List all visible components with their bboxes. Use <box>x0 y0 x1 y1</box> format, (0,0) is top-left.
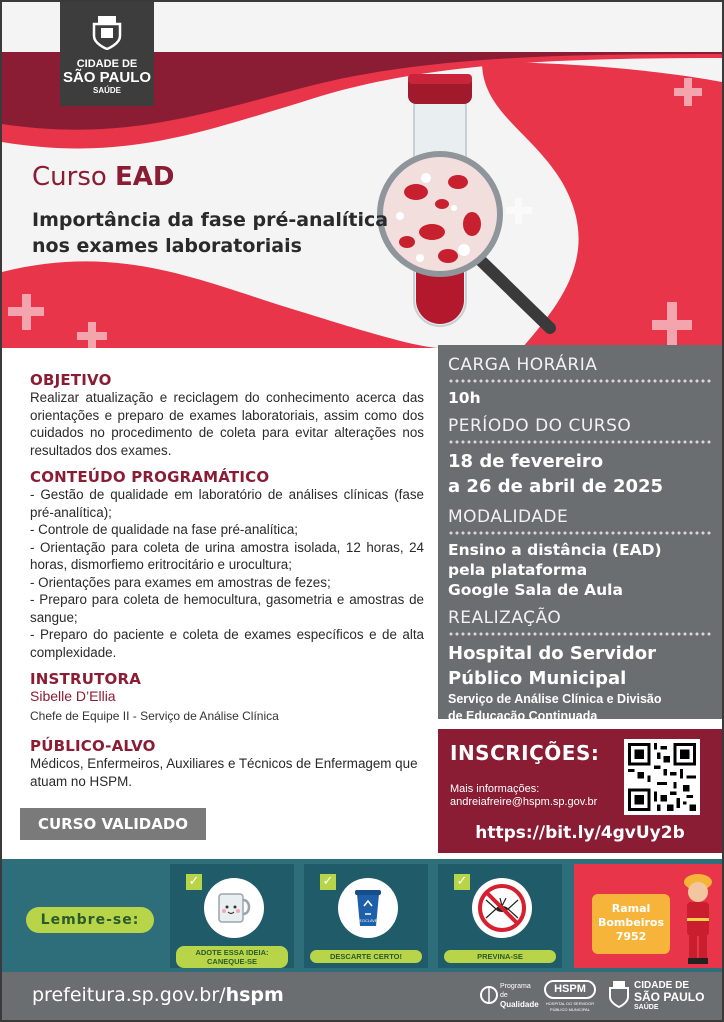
modalidade-value-3: Google Sala de Aula <box>448 581 623 599</box>
curso-validado-badge: CURSO VALIDADO <box>20 808 206 840</box>
firefighter-icon <box>678 870 718 966</box>
qr-code[interactable] <box>624 739 700 815</box>
course-title-line-1: Importância da fase pré-analítica <box>32 209 389 231</box>
mosquito-caption: PREVINA-SE <box>444 950 556 963</box>
list-item: - Preparo do paciente e coleta de exames específicos e de alta complexidade. <box>30 627 424 660</box>
lembre-badge: Lembre-se: <box>26 907 154 933</box>
realizacao-value-1: Hospital do Servidor <box>448 643 656 664</box>
publico-heading: PÚBLICO-ALVO <box>30 737 156 755</box>
instrutora-heading: INSTRUTORA <box>30 670 142 688</box>
hspm-subtitle: HOSPITAL DO SERVIDOR PÚBLICO MUNICIPAL <box>545 1001 595 1012</box>
list-item: - Gestão de qualidade em laboratório de análises clínicas (fase pré-analítica); <box>30 487 424 520</box>
crest-icon <box>90 14 124 50</box>
realizacao-value-3: Serviço de Análise Clínica e Divisão <box>448 692 662 706</box>
site-prefix: prefeitura.sp.gov.br/ <box>32 984 226 1006</box>
mug-caption <box>176 946 288 968</box>
conteudo-heading: CONTEÚDO PROGRAMÁTICO <box>30 468 270 486</box>
ramal-bombeiros <box>592 894 670 954</box>
inscricoes-heading: INSCRIÇÕES: <box>450 741 600 765</box>
footer-logo-1: CIDADE DE <box>634 980 690 991</box>
modalidade-value-2: pela plataforma <box>448 561 588 579</box>
registration-link[interactable]: https://bit.ly/4gvUy2b <box>475 823 685 843</box>
city-logo <box>60 2 154 106</box>
instrutora-role: Chefe de Equipe II - Serviço de Análise Clínica <box>30 709 279 723</box>
check-icon: ✓ <box>320 874 336 890</box>
list-item: - Preparo para coleta de hemocultura, gasometria e amostras de sangue; <box>30 592 424 625</box>
conteudo-list <box>30 486 424 661</box>
periodo-value-2: a 26 de abril de 2025 <box>448 476 664 497</box>
quality-program-logo <box>480 982 539 1010</box>
quality-line-1: Programa de <box>500 983 531 999</box>
info-panel <box>438 345 722 723</box>
periodo-value-1: 18 de fevereiro <box>448 451 604 472</box>
realizacao-value-4: de Educação Continuada <box>448 709 598 723</box>
mug-caption-1: ADOTE ESSA IDEIA: <box>195 948 269 957</box>
quality-line-2: Qualidade <box>500 1000 539 1009</box>
mug-tile <box>170 864 294 968</box>
ramal-line-1: Ramal <box>611 902 651 915</box>
objetivo-heading: OBJETIVO <box>30 371 112 389</box>
footer-logo-2: SÃO PAULO <box>634 990 705 1004</box>
modalidade-value-1: Ensino a distância (EAD) <box>448 541 662 559</box>
ramal-line-3: 7952 <box>615 930 647 943</box>
instrutora-name: Sibelle D’Ellia <box>30 688 116 704</box>
quality-icon <box>480 982 498 1008</box>
footer-crest-icon <box>608 980 630 1008</box>
qr-code-icon <box>628 743 696 811</box>
more-info-label: Mais informações: <box>450 783 540 795</box>
objetivo-text: Realizar atualização e reciclagem do conhecimento acerca das orientações e preparo de exames laboratoriais, assim como dos cuidados no procedimento de coleta para evitar alterações nos resultados dos exames. <box>30 390 424 458</box>
course-details <box>30 372 424 790</box>
dotted-divider <box>448 630 712 638</box>
mug-circle <box>204 878 264 938</box>
bin-circle <box>338 878 398 938</box>
dotted-divider <box>448 529 712 537</box>
course-title-line-2: nos exames laboratoriais <box>32 235 302 257</box>
hspm-text: HSPM <box>544 980 596 999</box>
course-bold: EAD <box>115 162 175 192</box>
footer-logo-3: SAÚDE <box>634 1004 659 1011</box>
logo-line-3: SAÚDE <box>92 86 121 95</box>
no-mosquito-icon <box>472 878 532 938</box>
periodo-heading: PERÍODO DO CURSO <box>448 416 632 436</box>
mug-icon <box>204 878 264 938</box>
course-prefix: Curso <box>32 162 107 192</box>
mosquito-tile <box>438 864 562 968</box>
course-title <box>32 207 388 259</box>
list-item: - Orientações para exames em amostras de fezes; <box>30 574 331 590</box>
hero-banner <box>2 2 722 348</box>
mosquito-circle <box>472 878 532 938</box>
logo-line-2: SÃO PAULO <box>62 69 152 86</box>
inscricoes-box <box>438 729 722 853</box>
fire-department-tile <box>574 864 722 968</box>
recycle-bin-icon <box>338 878 398 938</box>
list-item: - Orientação para coleta de urina amostra isolada, 12 horas, 24 horas, dismorfiemo eritrocitário e urocultura; <box>30 539 424 572</box>
realizacao-heading: REALIZAÇÃO <box>448 608 562 628</box>
hspm-logo <box>544 980 596 1013</box>
bin-label: RECICLÁVEL <box>357 919 379 923</box>
modalidade-heading: MODALIDADE <box>448 507 569 527</box>
contact-email[interactable]: andreiafreire@hspm.sp.gov.br <box>450 796 598 808</box>
recycle-caption: DESCARTE CERTO! <box>310 950 422 963</box>
publico-text: Médicos, Enfermeiros, Auxiliares e Técnicos de Enfermagem que atuam no HSPM. <box>30 756 418 789</box>
carga-heading: CARGA HORÁRIA <box>448 355 598 375</box>
check-icon: ✓ <box>186 874 202 890</box>
list-item: - Controle de qualidade na fase pré-analítica; <box>30 522 298 537</box>
footer <box>2 972 722 1022</box>
logo-line-1: CIDADE DE <box>76 58 138 70</box>
footer-city-logo <box>608 980 718 1012</box>
more-info <box>450 783 597 809</box>
course-label <box>32 162 175 192</box>
mug-caption-2: CANEQUE-SE <box>206 957 257 966</box>
dotted-divider <box>448 438 712 446</box>
carga-value: 10h <box>448 389 481 407</box>
recycle-tile <box>304 864 428 968</box>
realizacao-value-2: Público Municipal <box>448 668 627 689</box>
site-link[interactable] <box>32 984 284 1006</box>
dotted-divider <box>448 377 712 385</box>
ramal-line-2: Bombeiros <box>597 916 665 929</box>
check-icon: ✓ <box>454 874 470 890</box>
site-bold: hspm <box>225 984 284 1006</box>
